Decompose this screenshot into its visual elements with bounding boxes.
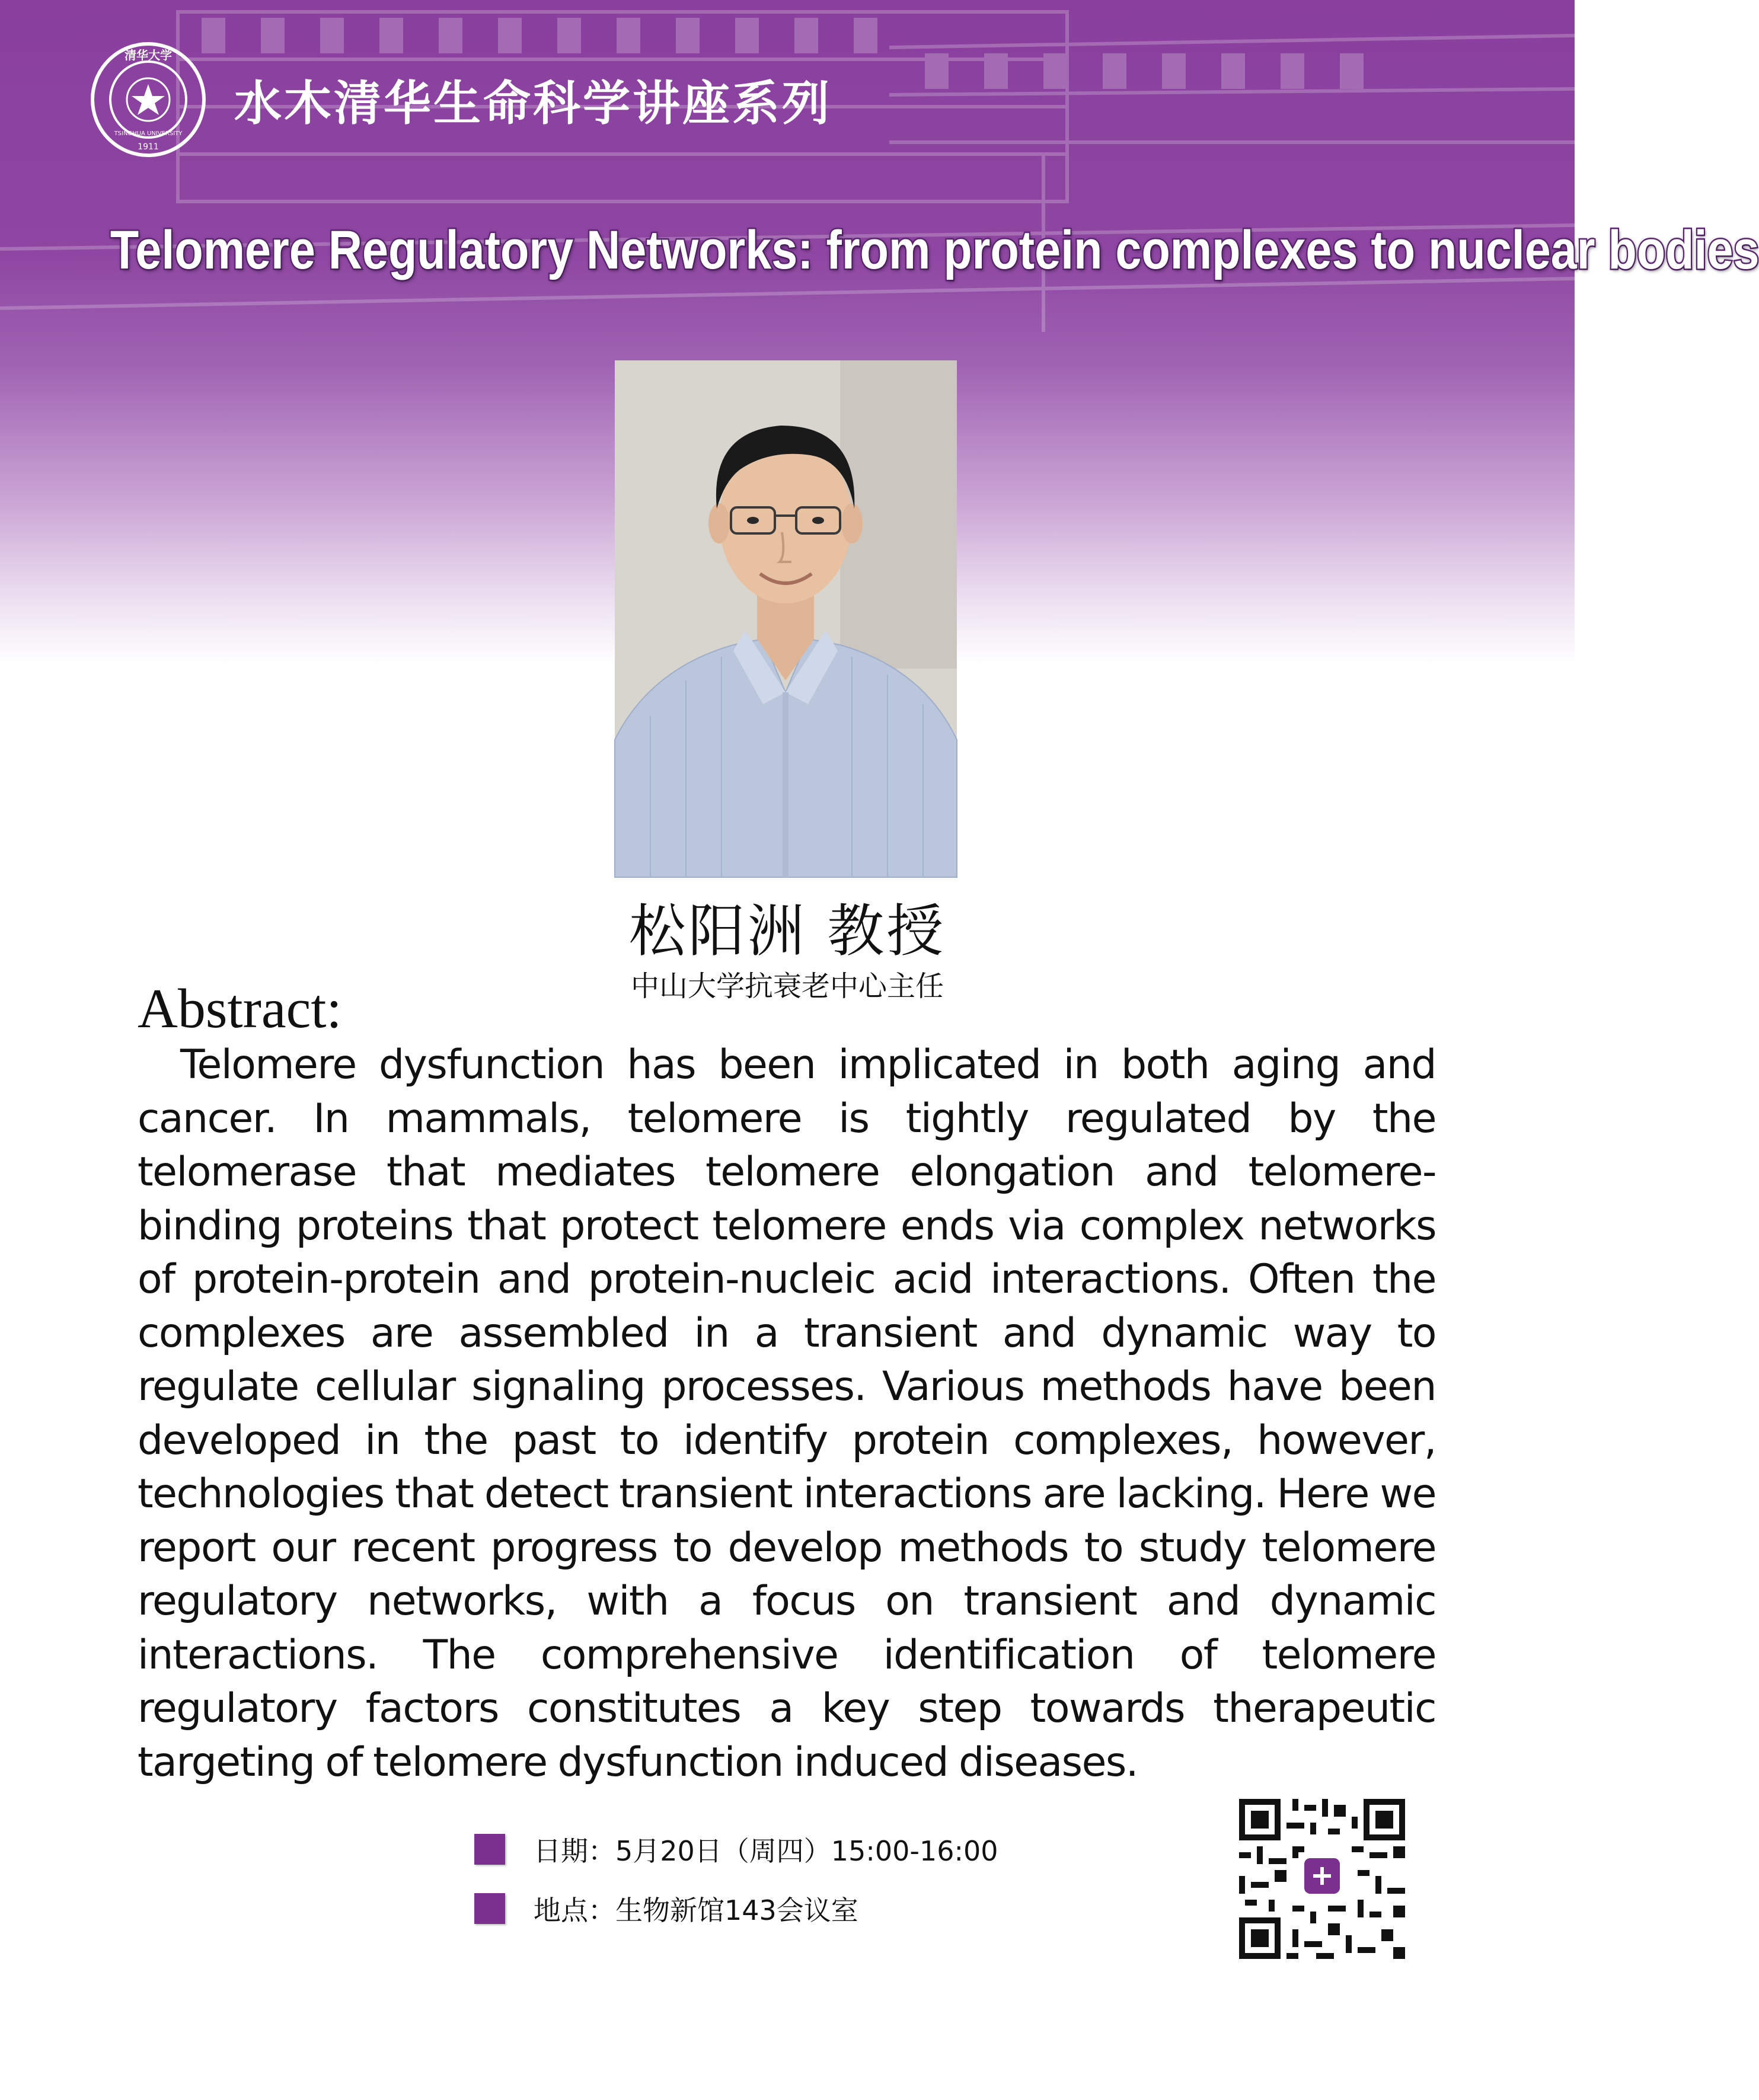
series-title: 水木清华生命科学讲座系列 — [234, 76, 832, 131]
info-location-row — [474, 1891, 858, 1926]
seal-text-top: 清华大学 — [124, 48, 172, 62]
university-seal-icon — [89, 40, 207, 159]
speaker-photo — [615, 360, 957, 877]
talk-title: Telomere Regulatory Networks: from protein complexes to nuclear bodies — [110, 220, 1759, 280]
speaker-portrait-icon — [615, 360, 957, 877]
speaker-affiliation: 中山大学抗衰老中心主任 — [630, 970, 944, 1003]
seal-year: 1911 — [138, 142, 159, 152]
info-date: 日期：5月20日（周四）15:00-16:00 — [534, 1835, 998, 1867]
speaker-name: 松阳洲 教授 — [628, 898, 946, 964]
info-location: 地点：生物新馆143会议室 — [534, 1894, 858, 1926]
abstract-body: Telomere dysfunction has been implicated in both aging and cancer. In mammals, telomere is tightly regulated by the telomerase that mediates telomere elongation and telomere-binding proteins that protect telomere ends via complex networks of protein-protein and protein-nucleic acid interactions. Often the complexes are assembled in a transient and dynamic way to regulate cellular signaling processes. Various methods have been developed in the past to identify protein complexes, however, technologies that detect transient interactions are lacking. Here we report our recent progress to develop methods to study telomere regulatory networks, with a focus on transient and dynamic interactions. The comprehensive identification of telomere regulatory factors constitutes a key step towards therapeutic targeting of telomere dysfunction induced diseases. — [138, 1041, 1436, 1786]
abstract-heading: Abstract: — [138, 978, 342, 1040]
qr-code-icon — [1233, 1793, 1411, 1965]
info-date-row — [474, 1831, 998, 1867]
location-bullet-icon — [474, 1893, 505, 1924]
date-bullet-icon — [474, 1834, 505, 1865]
qr-code[interactable] — [1233, 1793, 1411, 1965]
seal-text-bottom: TSINGHUA UNIVERSITY — [114, 130, 183, 137]
